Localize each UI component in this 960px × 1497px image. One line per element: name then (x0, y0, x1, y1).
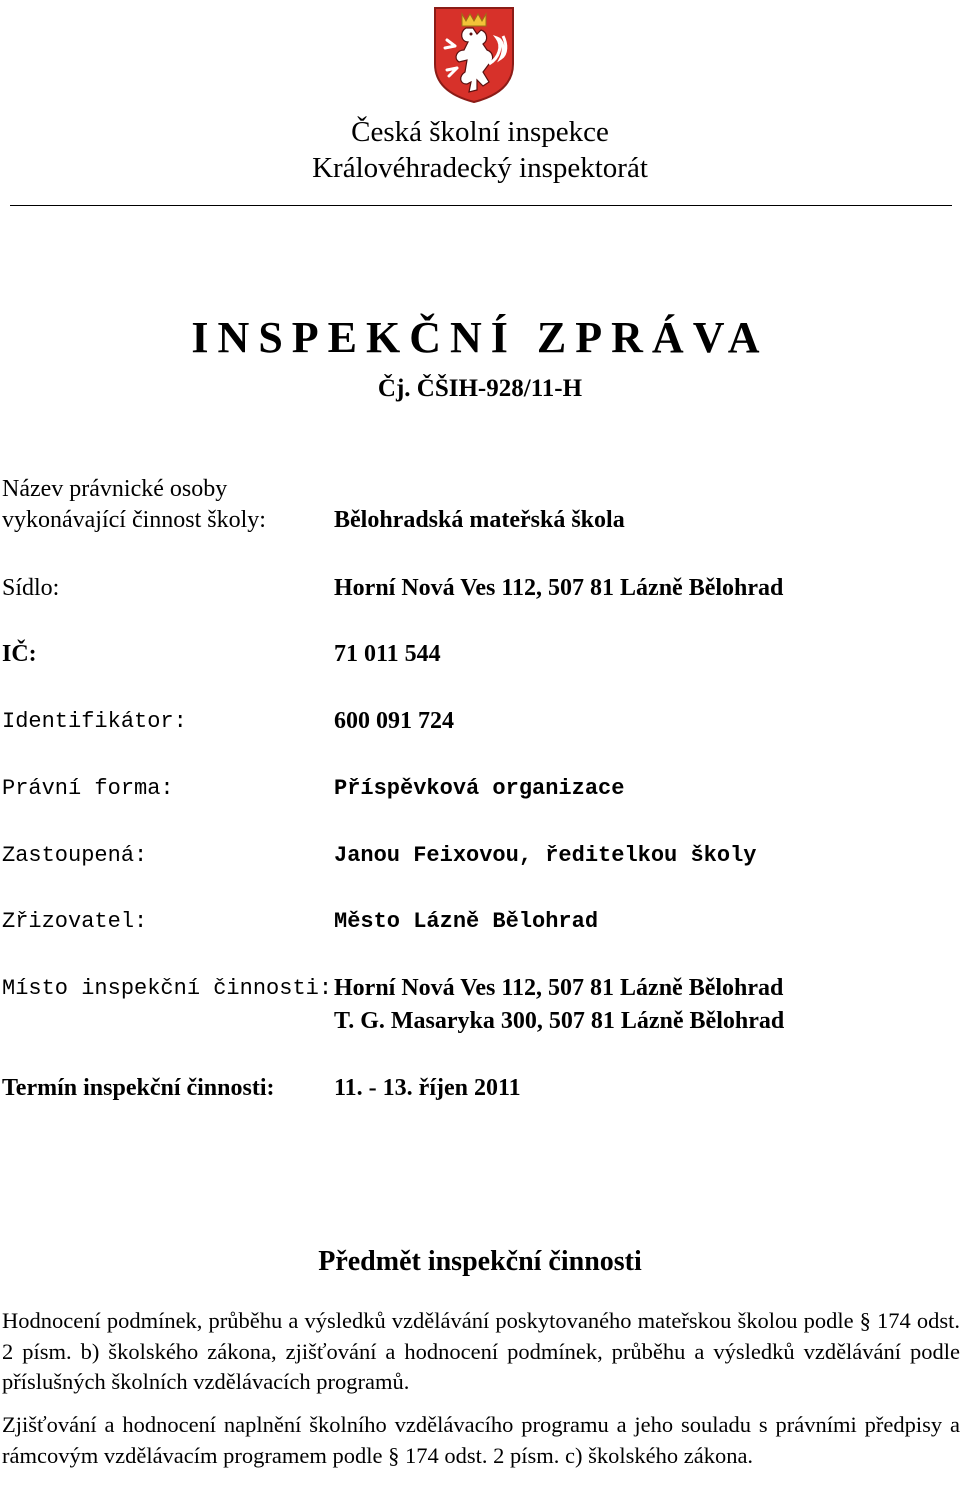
legal-form-label: Právní forma: (2, 776, 174, 801)
represented-by-value: Janou Feixovou, ředitelkou školy (334, 843, 757, 868)
header-divider (10, 205, 952, 206)
represented-by-label: Zastoupená: (2, 843, 148, 868)
inspection-location-label: Místo inspekční činnosti: (2, 976, 333, 1001)
founder-value: Město Lázně Bělohrad (334, 909, 599, 934)
legal-entity-name-value: Bělohradská mateřská škola (334, 507, 625, 533)
czech-lion-coat-of-arms-icon (433, 6, 515, 104)
identifier-label: Identifikátor: (2, 709, 187, 734)
report-title: INSPEKČNÍ ZPRÁVA (191, 313, 769, 362)
legal-form-value: Příspěvková organizace (334, 776, 625, 801)
inspection-subject-paragraph-1: Hodnocení podmínek, průběhu a výsledků vzdělávání poskytovaného mateřskou školou podle § 174 odst. 2 písm. b) školského zákona, zjišťování a hodnocení podmínek, průběhu a výsledků vzdělávání podle příslušných školních vzdělávacích programů. (2, 1308, 960, 1394)
inspection-term-value: 11. - 13. říjen 2011 (334, 1075, 521, 1101)
inspection-subject-heading: Předmět inspekční činnosti (318, 1246, 642, 1277)
founder-label: Zřizovatel: (2, 909, 148, 934)
inspection-term-label: Termín inspekční činnosti: (2, 1075, 275, 1101)
ic-value: 71 011 544 (334, 641, 441, 667)
ic-label: IČ: (2, 641, 37, 667)
inspection-location-value-2: T. G. Masaryka 300, 507 81 Lázně Bělohrad (334, 1008, 785, 1034)
inspection-authority-name: Česká školní inspekce (351, 116, 609, 148)
seat-label: Sídlo: (2, 575, 60, 601)
inspection-subject-paragraph-2: Zjišťování a hodnocení naplnění školního vzdělávacího programu a jeho souladu s právními předpisy a rámcovým vzdělávacím programem podle § 174 odst. 2 písm. c) školského zákona. (2, 1412, 960, 1468)
legal-entity-name-label-line1: Název právnické osoby (2, 476, 228, 502)
identifier-value: 600 091 724 (334, 708, 454, 734)
report-reference-number: Čj. ČŠIH-928/11-H (377, 375, 583, 402)
inspection-location-value-1: Horní Nová Ves 112, 507 81 Lázně Bělohrad (334, 975, 784, 1001)
legal-entity-name-label-line2: vykonávající činnost školy: (2, 507, 266, 533)
seat-value: Horní Nová Ves 112, 507 81 Lázně Bělohrad (334, 575, 784, 601)
regional-inspectorate-name: Královéhradecký inspektorát (312, 152, 648, 184)
